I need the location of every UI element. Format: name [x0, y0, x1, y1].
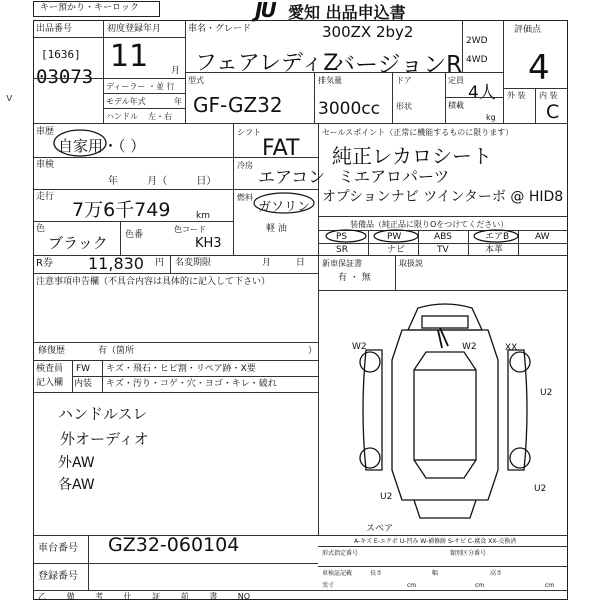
shift-label: シフト — [237, 128, 261, 137]
bottom-row: 乙 備 考 仕 証 前 書 NO — [38, 592, 251, 601]
chassis-value: GZ32-060104 — [108, 534, 240, 556]
manual-label: 取扱説 — [399, 259, 423, 268]
model-label: 型式 — [188, 76, 204, 85]
usage-label: 車歴 — [36, 127, 55, 137]
color-code2-label: 色コード — [174, 225, 206, 234]
car-damage-diagram — [330, 300, 560, 530]
color-label: 色 — [36, 224, 46, 234]
interior-grade: C — [546, 101, 560, 123]
inspection-value: 年 月（ 日） — [108, 176, 217, 187]
auction-number-label: 出品番号 — [36, 24, 73, 34]
note-3: 外AW — [58, 455, 95, 471]
damage-legend: A-キズ E-エクボ U-凹み W-補修跡 S-サビ C-腐食 XX-交換済 — [354, 538, 517, 545]
mileage-unit: km — [196, 211, 210, 221]
legend-length: 長さ — [370, 570, 383, 577]
ju-logo: JU — [255, 0, 275, 22]
registration-value: 11 — [110, 39, 149, 74]
equip-sr: SR — [336, 245, 348, 255]
color-value: ブラック — [48, 234, 108, 252]
displacement-label: 排気量 — [318, 76, 342, 85]
evaluation-score-label: 評価点 — [514, 25, 542, 35]
fw-items: キズ・飛石・ヒビ割・リペア跡・X要 — [106, 364, 256, 374]
fuel-circle — [252, 191, 316, 215]
equip-leather: 本革 — [485, 245, 504, 255]
load-label: 積載 — [448, 101, 464, 110]
fuel-label: 燃料 — [237, 193, 253, 202]
usage-circle — [52, 128, 108, 158]
damage-mark-3: XX — [505, 343, 518, 353]
deadline-label: 名変期限 — [175, 258, 212, 268]
form-title: 愛知 出品申込書 — [288, 3, 406, 22]
damage-mark-2: W2 — [462, 342, 477, 352]
repair-value: 有（箇所 — [98, 346, 135, 356]
mileage-value: 7万6千749 — [72, 199, 171, 221]
inspection-label: 車検 — [36, 160, 55, 170]
equip-airbag: エアB — [485, 232, 510, 242]
exterior-label: 外 装 — [507, 91, 526, 100]
legend-height: 高さ — [490, 570, 503, 577]
color-code-label: 色番 — [125, 230, 144, 240]
dealer-value: ・並 行 — [148, 82, 175, 91]
key-status-label: キー預かり・キーロック — [40, 3, 139, 13]
recycle-label: R券 — [36, 258, 53, 269]
equip-aw: AW — [535, 232, 550, 242]
equip-abs: ABS — [434, 232, 452, 242]
equipment-circles — [320, 228, 568, 244]
dealer-label: ディーラー — [106, 82, 146, 91]
door-label: ドア — [396, 76, 412, 85]
legend-registered: 車検証記載 — [322, 570, 353, 577]
sales-point-2: ミエアロパーツ — [338, 167, 450, 186]
model-year-unit: 年 — [174, 97, 182, 106]
handle-label: ハンドル — [106, 112, 138, 121]
sales-point-1: 純正レカロシート — [332, 144, 492, 168]
capacity-value: 4人 — [468, 83, 496, 103]
recycle-value: 11,830 — [88, 254, 144, 273]
spare-label: スペア — [366, 524, 394, 534]
legend-type-number: 形式指定番号 — [322, 550, 359, 557]
registration-number-label: 登録番号 — [38, 571, 78, 582]
inspector-label-2: 記入欄 — [36, 378, 64, 388]
fw-label: FW — [76, 364, 91, 374]
registration-month: 月 — [171, 66, 181, 76]
repair-close: ） — [308, 346, 318, 356]
equip-navi: ナビ — [387, 245, 406, 255]
notes-label: 注意事項申告欄（不具合内容は具体的に記入して下さい） — [36, 277, 271, 287]
color-code: KH3 — [195, 236, 222, 251]
interior-items: キズ・汚り・コゲ・穴・ヨゴ・キレ・破れ — [106, 379, 277, 389]
repair-label: 修復歴 — [38, 346, 66, 356]
model-year-label: モデル年式 — [106, 97, 146, 106]
vehicle-name: フェアレディZ — [195, 51, 339, 76]
displacement-value: 3000cc — [318, 99, 380, 119]
ac-value: エアコン — [258, 168, 326, 188]
sales-point-3: オプションナビ ツインターボ @ HID8 — [322, 189, 564, 205]
vehicle-name-label: 車名・グレード — [188, 24, 252, 34]
shape-label: 形状 — [396, 102, 412, 111]
legend-actual: 実寸 — [322, 582, 335, 589]
equipment-label: 装備品（純正品に限りOをつけてください） — [350, 220, 509, 229]
note-2: 外オーディオ — [60, 430, 149, 448]
warranty-label: 新車保証書 — [322, 259, 362, 268]
damage-mark-6: U2 — [534, 484, 547, 494]
vehicle-version: バージョンR — [332, 52, 463, 78]
equip-pw: PW — [387, 232, 402, 242]
equip-ps: PS — [336, 232, 348, 242]
note-1: ハンドルスレ — [58, 405, 148, 423]
usage-value: 自家用・（ ） — [58, 137, 146, 155]
mileage-label: 走行 — [36, 192, 55, 202]
legend-cm-3: cm — [545, 582, 555, 589]
capacity-label: 定員 — [448, 76, 464, 85]
registration-label: 初度登録年月 — [107, 24, 162, 34]
ac-label: 冷房 — [237, 161, 253, 170]
vehicle-grade: 300ZX 2by2 — [322, 23, 414, 41]
recycle-unit: 円 — [155, 258, 165, 268]
drive-4wd: 4WD — [466, 55, 488, 65]
legend-class-number: 類別区分番号 — [450, 550, 487, 557]
load-unit: kg — [486, 113, 496, 122]
auction-bracket-number: [1636] — [41, 48, 81, 61]
auction-number: 03073 — [36, 66, 94, 88]
drive-2wd: 2WD — [466, 36, 488, 46]
damage-mark-1: W2 — [352, 342, 367, 352]
equip-tv: TV — [437, 245, 449, 255]
evaluation-score: 4 — [528, 48, 550, 88]
chassis-label: 車台番号 — [38, 543, 78, 554]
note-4: 各AW — [58, 477, 95, 493]
handle-value: 左・右 — [148, 112, 172, 121]
damage-mark-5: U2 — [380, 492, 393, 502]
legend-cm-1: cm — [407, 582, 417, 589]
interior-label: 内 装 — [539, 91, 558, 100]
deadline-unit: 月 日 — [262, 258, 305, 268]
inspector-label-1: 検査員 — [36, 364, 64, 374]
fuel-value: ガソリン — [258, 200, 311, 215]
shift-value: FAT — [262, 136, 300, 161]
model-value: GF-GZ32 — [193, 93, 283, 117]
fuel-diesel: 軽 油 — [266, 224, 287, 234]
warranty-value: 有 ・ 無 — [338, 273, 371, 283]
legend-width: 幅 — [432, 570, 439, 577]
sales-points-label: セールスポイント（正常に機能するものに限ります） — [322, 128, 514, 137]
interior-note-label: 内装 — [74, 379, 93, 389]
damage-mark-4: U2 — [540, 388, 553, 398]
legend-cm-2: cm — [475, 582, 485, 589]
